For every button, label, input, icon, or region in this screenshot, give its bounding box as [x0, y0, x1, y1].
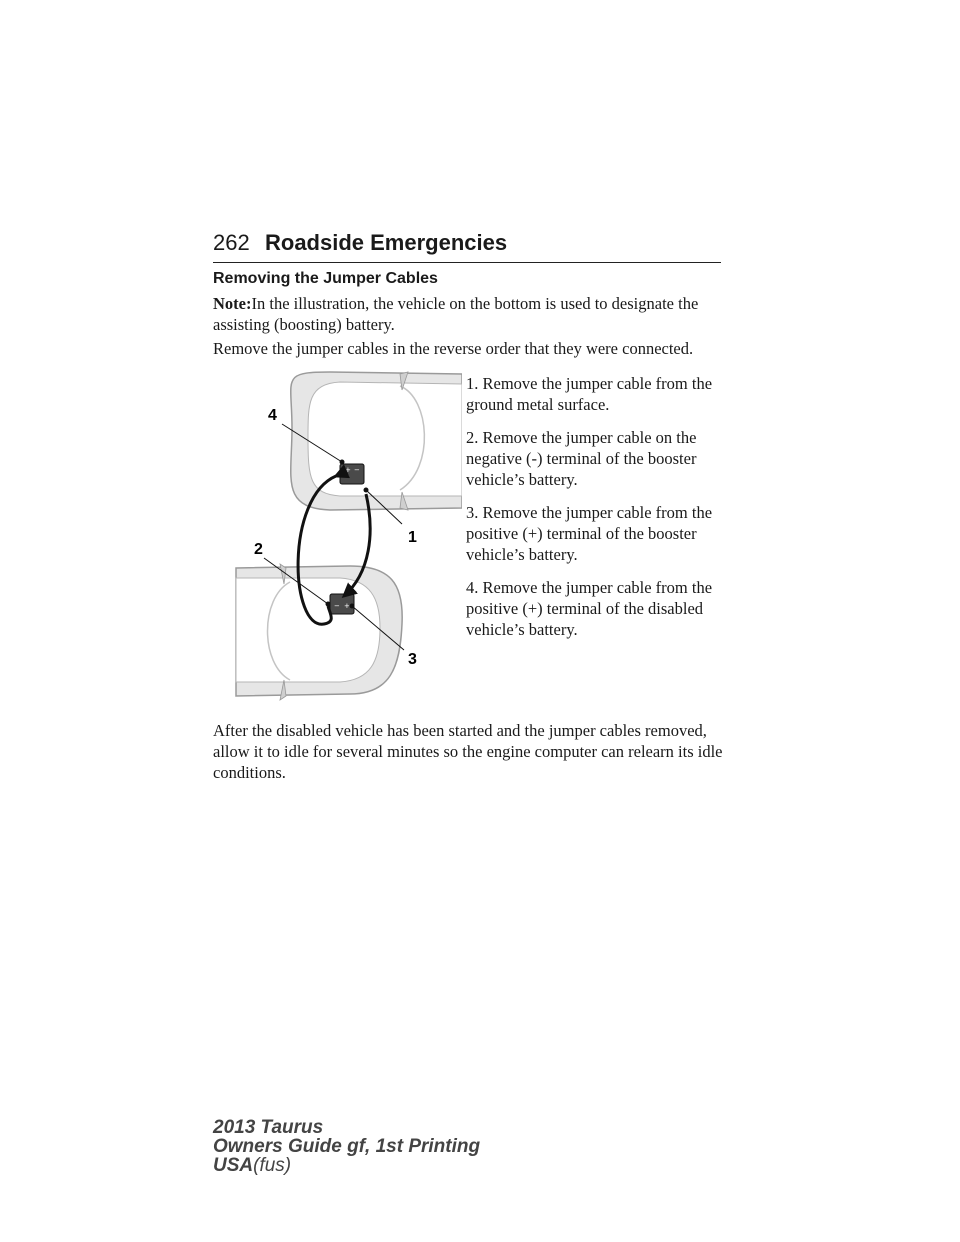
step-item: 4. Remove the jumper cable from the positive (+) terminal of the disabled vehicle’s battery. — [466, 578, 713, 639]
battery-minus-label: − — [354, 466, 360, 474]
page-number: 262 — [213, 230, 250, 255]
jumper-cable-illustration — [230, 368, 462, 702]
step-item: 2. Remove the jumper cable on the negative (-) terminal of the booster vehicle’s battery. — [466, 428, 697, 489]
disabled-vehicle — [291, 372, 462, 510]
footer-region: USA — [213, 1155, 254, 1176]
step-item: 3. Remove the jumper cable from the positive (+) terminal of the booster vehicle’s battery. — [466, 503, 713, 564]
callout-1: 1 — [408, 529, 417, 546]
steps-list — [466, 373, 728, 652]
chapter-title: Roadside Emergencies — [265, 230, 508, 255]
step-item: 1. Remove the jumper cable from the ground metal surface. — [466, 374, 713, 414]
battery-plus-label: + — [344, 602, 350, 610]
intro-paragraph: Remove the jumper cables in the reverse order that they were connected. — [213, 339, 694, 358]
booster-battery — [330, 594, 354, 614]
document-footer — [213, 1118, 480, 1175]
section-heading: Removing the Jumper Cables — [213, 270, 438, 287]
battery-minus-label: − — [334, 602, 340, 610]
footer-region-code: (fus) — [253, 1155, 292, 1176]
callout-2: 2 — [254, 541, 263, 558]
booster-vehicle — [236, 564, 402, 700]
note-text: In the illustration, the vehicle on the bottom is used to designate the assisting (boosting) battery. — [213, 294, 699, 334]
footer-guide: Owners Guide gf, 1st Printing — [213, 1136, 481, 1157]
note-label: Note: — [213, 294, 252, 313]
battery-plus-label: + — [345, 466, 351, 474]
note-paragraph — [213, 293, 723, 335]
after-paragraph: After the disabled vehicle has been started and the jumper cables removed, allow it to idle for several minutes so the engine computer can relearn its idle conditions. — [213, 721, 723, 782]
callout-4: 4 — [268, 407, 277, 424]
callout-3: 3 — [408, 651, 417, 668]
disabled-battery — [340, 464, 364, 484]
page-header — [213, 228, 721, 263]
footer-model: 2013 Taurus — [213, 1117, 324, 1138]
